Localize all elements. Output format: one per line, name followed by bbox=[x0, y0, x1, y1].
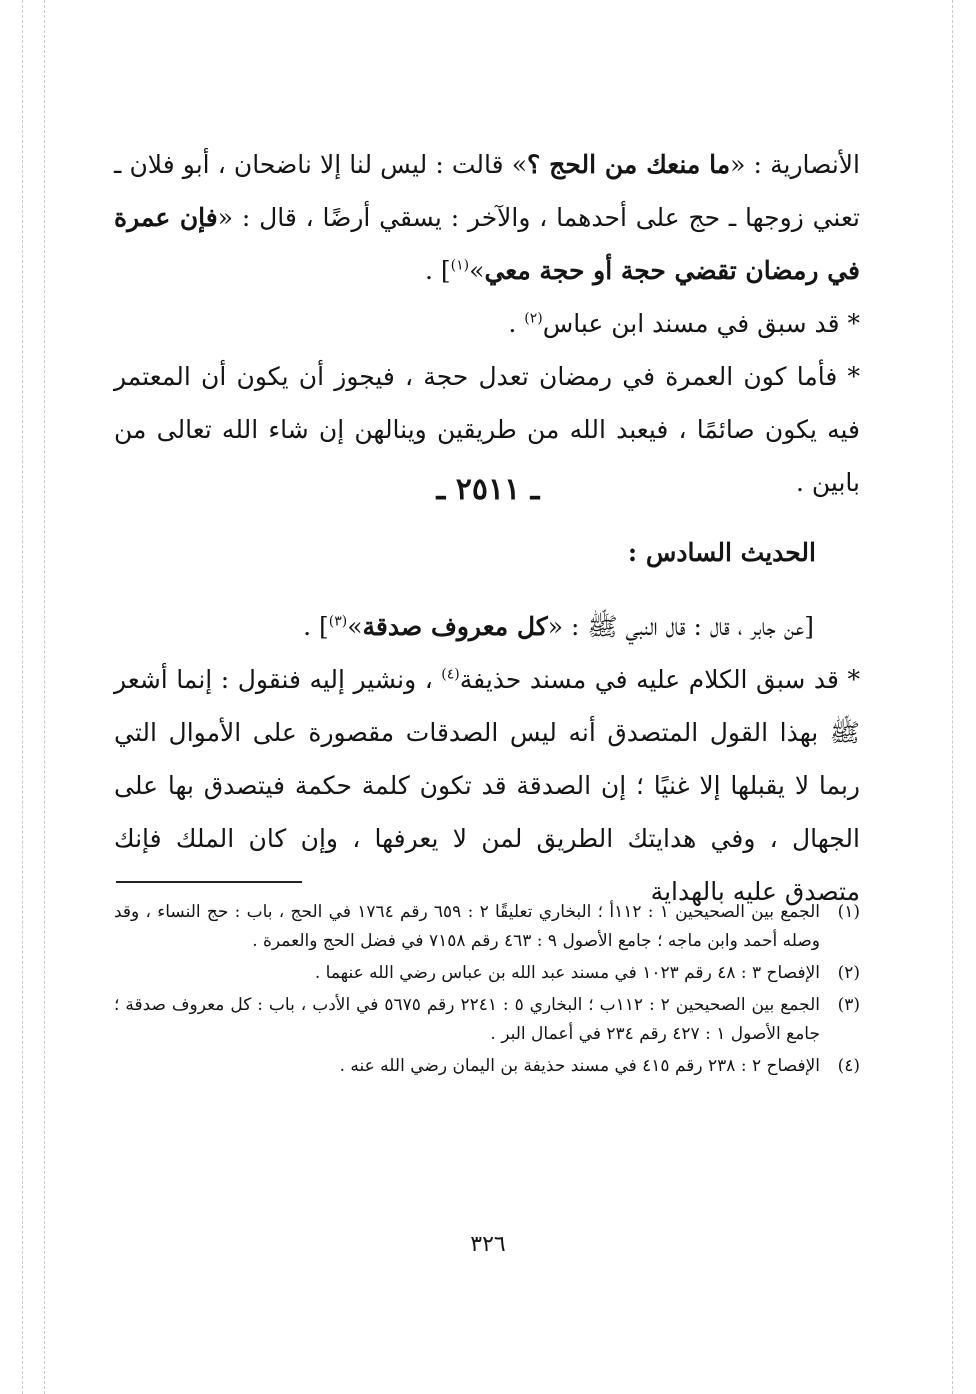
text-run: * قد سبق في مسند ابن عباس bbox=[542, 309, 860, 338]
quoted-speech: ما منعك من الحج ؟ bbox=[527, 150, 731, 179]
footnote-marker-3[interactable]: (٣) bbox=[328, 613, 348, 630]
footnote-number: (١) bbox=[837, 902, 860, 922]
footnote-item bbox=[114, 959, 860, 988]
text-run: * قد سبق الكلام عليه في مسند حذيفة bbox=[459, 665, 860, 694]
section-number: ـ ٢٥١١ ـ bbox=[436, 472, 540, 507]
footnote-item bbox=[114, 898, 860, 956]
text-run: [عن جابر ، قال : قال النبي ﷺ : « bbox=[547, 612, 814, 641]
footnote-item bbox=[114, 1052, 860, 1081]
footnote-text: الجمع بين الصحيحين ١ : ١١٢أ ؛ البخاري تعليقًا ٢ : ٦٥٩ رقم ١٧٦٤ في الحج ، باب : حج النساء ، وقد وصله أحمد وابن ماجه ؛ جامع الأصول ٩ : ٤٦٣ رقم ٧١٥٨ في فضل الحج والعمرة . bbox=[114, 902, 820, 951]
paragraph-commentary-2: * فأما كون العمرة في رمضان تعدل حجة ، فيجوز أن يكون أن المعتمر فيه يكون صائمًا ، فيعبد الله من طريقين وينالهن إن شاء الله تعالى من بابين . bbox=[114, 362, 860, 497]
body-text-bottom bbox=[114, 600, 860, 918]
paragraph-commentary-1 bbox=[114, 297, 860, 350]
footnote-marker-1[interactable]: (١) bbox=[450, 257, 470, 274]
hadith-title: الحديث السادس : bbox=[627, 538, 816, 567]
footnote-marker-4[interactable]: (٤) bbox=[441, 666, 460, 683]
paragraph-hadith-text bbox=[114, 600, 860, 653]
footnote-item bbox=[114, 991, 860, 1049]
quoted-speech: كل معروف صدقة bbox=[362, 612, 548, 641]
text-run: ، ونشير إليه فنقول : إنما أشعر ﷺ بهذا القول المتصدق أنه ليس الصدقات مقصورة على الأموال التي ربما لا يقبلها إلا غنيًا ؛ إن الصدقة قد تكون كلمة حكمة فيتصدق بها على الجهال ، وفي هدايتك الطريق لمن لا يعرفها ، وإن كان الملك فإنك متصدق عليه بالهداية bbox=[114, 665, 860, 906]
paragraph-commentary-3 bbox=[114, 653, 860, 918]
page-number: ٣٢٦ bbox=[470, 1232, 506, 1257]
footnote-text: الجمع بين الصحيحين ٢ : ١١٢ب ؛ البخاري ٥ : ٢٢٤١ رقم ٥٦٧٥ في الأدب ، باب : كل معروف صدقة ؛ جامع الأصول ١ : ٤٢٧ رقم ٢٣٤ في أعمال البر . bbox=[114, 995, 820, 1044]
paragraph-hadith-continuation bbox=[114, 138, 860, 297]
text-run: الأنصارية : « bbox=[730, 150, 860, 179]
footnotes bbox=[114, 898, 860, 1084]
footnote-number: (٤) bbox=[837, 1056, 860, 1076]
footnote-text: الإفصاح ٢ : ٢٣٨ رقم ٤١٥ في مسند حذيفة بن اليمان رضي الله عنه . bbox=[339, 1056, 820, 1076]
text-run: » bbox=[347, 612, 363, 641]
text-run: ] . bbox=[303, 612, 329, 641]
text-run: ] . bbox=[425, 256, 451, 285]
footnote-separator bbox=[116, 881, 302, 883]
quoted-speech: فإن عمرة في رمضان تقضي حجة أو حجة معي bbox=[114, 203, 860, 285]
footnote-number: (٢) bbox=[837, 963, 860, 983]
body-text-top bbox=[114, 138, 860, 509]
text-run: » قالت : ليس لنا إلا ناضحان ، أبو فلان ـ تعني زوجها ـ حج على أحدهما ، والآخر : يسقي أرضًا ، قال : « bbox=[114, 150, 860, 232]
footnote-number: (٣) bbox=[837, 995, 860, 1015]
text-run: » bbox=[469, 256, 485, 285]
footnote-text: الإفصاح ٣ : ٤٨ رقم ١٠٢٣ في مسند عبد الله بن عباس رضي الله عنهما . bbox=[314, 963, 820, 983]
footnote-marker-2[interactable]: (٢) bbox=[524, 310, 543, 327]
text-run: . bbox=[508, 309, 525, 338]
